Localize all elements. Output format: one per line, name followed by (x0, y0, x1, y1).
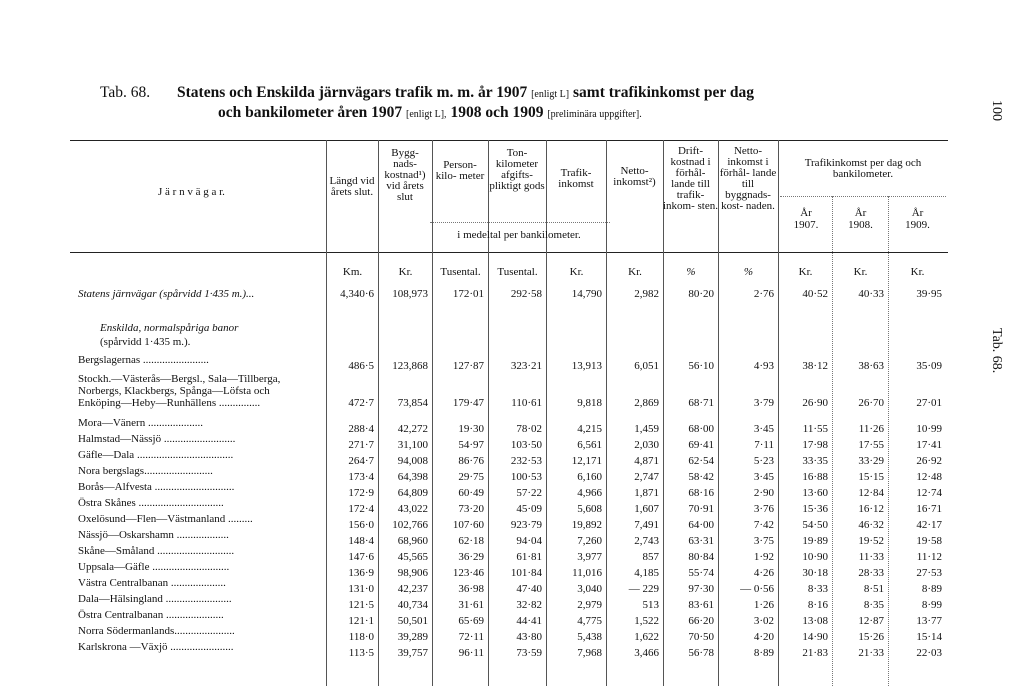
row-name (78, 577, 226, 589)
unit-label: Kr. (569, 266, 584, 278)
row-name-line: Dala—Hälsingland ........................ (78, 593, 232, 605)
header-person-km: Person- kilo- meter (435, 159, 485, 182)
row-value: 22·03 (916, 647, 942, 659)
row-value: 16·88 (802, 471, 828, 483)
state-value: 172·01 (452, 288, 484, 300)
title-part-2b: 1908 och 1909 (450, 104, 544, 121)
row-value: 64·00 (688, 519, 714, 531)
row-value: 10·90 (802, 551, 828, 563)
row-value: 45·09 (516, 503, 542, 515)
row-value: 43·80 (516, 631, 542, 643)
title-part-2: och bankilometer åren 1907 (218, 104, 403, 121)
row-name (78, 609, 224, 621)
row-value: 127·87 (452, 360, 484, 372)
row-value: 13·60 (802, 487, 828, 499)
row-name-line: Enköping—Heby—Runhällens ............... (78, 397, 261, 409)
row-name-line: Karlskrona —Växjö ....................... (78, 641, 234, 653)
row-value: 7,491 (634, 519, 659, 531)
row-value: 64,809 (397, 487, 428, 499)
row-value: 73·20 (458, 503, 484, 515)
state-row-name (78, 288, 254, 300)
row-value: 3·76 (753, 503, 774, 515)
title-line-2 (218, 104, 642, 122)
row-value: 78·02 (516, 423, 542, 435)
row-value: 1,622 (634, 631, 659, 643)
row-value: 101·84 (510, 567, 542, 579)
row-value: 7·11 (754, 439, 774, 451)
row-value: 13·77 (916, 615, 942, 627)
year-1908: 1908. (848, 219, 873, 231)
title-line-1 (177, 84, 754, 102)
row-value: 35·09 (916, 360, 942, 372)
header-net-ratio: Netto- inkomst i förhål- lande till byggnads- kost- naden. (719, 145, 777, 212)
row-name-line: Gäfle—Dala ................................... (78, 449, 234, 461)
row-value: 472·7 (348, 397, 374, 409)
row-value: 33·29 (858, 455, 884, 467)
row-value: 8·35 (863, 599, 884, 611)
row-value: 3·79 (753, 397, 774, 409)
row-value: 3·75 (753, 535, 774, 547)
row-value: 61·81 (516, 551, 542, 563)
row-value: 11·12 (916, 551, 942, 563)
unit-label: Tusental. (440, 266, 481, 278)
row-value: 7·42 (753, 519, 774, 531)
header-building-cost: Bygg- nads- kostnad¹) vid årets slut (384, 147, 426, 203)
year-label-1909: År (911, 207, 924, 219)
row-value: 86·76 (458, 455, 484, 467)
row-name (78, 497, 224, 509)
row-value: 42,237 (397, 583, 428, 595)
row-value: 13,913 (571, 360, 602, 372)
row-value: 4·20 (753, 631, 774, 643)
row-value: 121·1 (348, 615, 374, 627)
year-label-1908: År (854, 207, 867, 219)
row-value: 11·33 (858, 551, 884, 563)
row-name-line: Stockh.—Västerås—Bergsl., Sala—Tillberga, (78, 373, 281, 385)
state-value: 2,982 (634, 288, 659, 300)
row-value: 513 (642, 599, 659, 611)
row-name-line: Nora bergslags......................... (78, 465, 213, 477)
section-subheading: (spårvidd 1·435 m.). (100, 336, 191, 348)
row-value: 4,775 (577, 615, 602, 627)
state-value: 14,790 (571, 288, 602, 300)
row-value: 16·71 (916, 503, 942, 515)
row-value: 232·53 (510, 455, 542, 467)
row-value: 70·50 (688, 631, 714, 643)
header-railways: J ä r n v ä g a r. (158, 186, 225, 198)
row-value: 3,040 (577, 583, 602, 595)
row-value: 42·17 (916, 519, 942, 531)
unit-label: Kr. (853, 266, 868, 278)
years-rule (780, 196, 946, 197)
row-value: 3·02 (753, 615, 774, 627)
row-value: 31,100 (397, 439, 428, 451)
row-value: 2,747 (634, 471, 659, 483)
row-name (78, 417, 203, 429)
row-value: 47·40 (516, 583, 542, 595)
row-value: 6,160 (577, 471, 602, 483)
row-value: 50,501 (397, 615, 428, 627)
row-value: 80·84 (688, 551, 714, 563)
row-value: 70·91 (688, 503, 714, 515)
state-row-label: Statens järnvägar (spårvidd 1·435 m.)... (78, 288, 255, 300)
row-value: 12·87 (858, 615, 884, 627)
row-value: 1,871 (634, 487, 659, 499)
row-value: 40,734 (397, 599, 428, 611)
row-value: 19·89 (802, 535, 828, 547)
row-value: 38·63 (858, 360, 884, 372)
row-value: 68·00 (688, 423, 714, 435)
row-value: 8·99 (921, 599, 942, 611)
row-value: 15·26 (858, 631, 884, 643)
row-name-line: Västra Centralbanan .................... (78, 577, 226, 589)
row-name (78, 433, 235, 445)
row-value: 3·45 (753, 423, 774, 435)
row-value: 28·33 (858, 567, 884, 579)
row-value: 12·84 (858, 487, 884, 499)
year-label-1907: År (800, 207, 812, 219)
unit-label: Km. (342, 266, 363, 278)
row-value: 12·74 (916, 487, 942, 499)
unit-label: Kr. (910, 266, 925, 278)
row-value: 15·36 (802, 503, 828, 515)
row-name (78, 481, 234, 493)
header-ton-km: Ton- kilometer afgifts- pliktigt gods (489, 147, 545, 192)
avg-rule (430, 222, 610, 223)
row-value: 42,272 (397, 423, 428, 435)
unit-label: Tusental. (497, 266, 538, 278)
row-value: 33·35 (802, 455, 828, 467)
row-value: 118·0 (348, 631, 374, 643)
row-name-line: Nässjö—Oskarshamn ................... (78, 529, 229, 541)
row-value: 44·41 (516, 615, 542, 627)
row-value: 21·33 (858, 647, 884, 659)
table-top-rule (70, 140, 948, 141)
row-value: 8·51 (863, 583, 884, 595)
row-value: 17·41 (916, 439, 942, 451)
header-avg-note: i medeltal per bankilometer. (457, 229, 581, 241)
row-name (78, 561, 229, 573)
row-name (78, 641, 234, 653)
col-sep (778, 140, 779, 686)
row-value: 5,608 (577, 503, 602, 515)
row-value: 97·30 (688, 583, 714, 595)
unit-label: Kr. (798, 266, 813, 278)
row-name-line: Borås—Alfvesta ............................. (78, 481, 235, 493)
row-value: 94,008 (397, 455, 428, 467)
row-value: 172·9 (348, 487, 374, 499)
row-value: 1,522 (634, 615, 659, 627)
table-number: Tab. 68. (100, 84, 151, 101)
row-value: 15·15 (858, 471, 884, 483)
row-value: 4,871 (634, 455, 659, 467)
header-traffic-income: Trafik- inkomst (558, 167, 594, 190)
row-value: 4,215 (577, 423, 602, 435)
row-value: 131·0 (348, 583, 374, 595)
state-value: 292·58 (510, 288, 542, 300)
col-sep (378, 140, 379, 686)
row-value: 3,977 (577, 551, 602, 563)
row-name (78, 354, 209, 366)
row-value: 4,185 (634, 567, 659, 579)
unit-label: Kr. (628, 266, 642, 278)
unit-label: % (686, 266, 696, 278)
row-value: 96·11 (458, 647, 484, 659)
row-value: 4·26 (753, 567, 774, 579)
row-value: 1,607 (634, 503, 659, 515)
row-name-line: Östra Skånes ............................... (78, 497, 224, 509)
row-value: 147·6 (348, 551, 374, 563)
row-value: 172·4 (348, 503, 374, 515)
state-value: 40·33 (858, 288, 884, 300)
row-value: 10·99 (916, 423, 942, 435)
header-op-cost: Drift- kostnad i förhål- lande till trafik- inkom- sten. (663, 145, 718, 212)
row-name-line: Halmstad—Nässjö .......................... (78, 433, 236, 445)
row-value: 60·49 (458, 487, 484, 499)
row-value: 66·20 (688, 615, 714, 627)
state-value: 108,973 (392, 288, 428, 300)
row-value: 12,171 (571, 455, 602, 467)
unit-label: Kr. (398, 266, 413, 278)
row-value: 100·53 (510, 471, 542, 483)
row-value: 6,561 (577, 439, 602, 451)
title-note-3: [preliminära uppgifter]. (547, 109, 642, 120)
row-name-line: Norbergs, Klackbergs, Spånga—Löfsta och (78, 385, 270, 397)
section-heading: Enskilda, normalspåriga banor (100, 322, 239, 334)
row-value: 31·61 (458, 599, 484, 611)
year-1907: 1907. (793, 219, 819, 231)
state-value: 80·20 (688, 288, 714, 300)
row-name (78, 593, 232, 605)
unit-label: % (743, 266, 754, 278)
row-value: 46·32 (858, 519, 884, 531)
row-value: 8·16 (807, 599, 828, 611)
row-value: 27·01 (916, 397, 942, 409)
row-value: 123·46 (452, 567, 484, 579)
row-value: 39,757 (397, 647, 428, 659)
row-value: 2,743 (634, 535, 659, 547)
row-name-line: Östra Centralbanan ..................... (78, 609, 224, 621)
row-value: 9,818 (577, 397, 602, 409)
row-name-line: Oxelösund—Flen—Västmanland ......... (78, 513, 253, 525)
row-value: 102,766 (392, 519, 428, 531)
row-value: 64,398 (397, 471, 428, 483)
row-value: 5,438 (577, 631, 602, 643)
row-value: 29·75 (458, 471, 484, 483)
row-value: 65·69 (458, 615, 484, 627)
row-value: 56·10 (688, 360, 714, 372)
row-value: 17·55 (858, 439, 884, 451)
col-sep (718, 140, 719, 686)
row-value: 30·18 (802, 567, 828, 579)
title-note-1: [enligt L] (531, 89, 570, 100)
title-part-1b: samt trafikinkomst per dag (573, 84, 754, 101)
side-table-label: Tab. 68. (989, 328, 1004, 374)
row-value: 83·61 (688, 599, 714, 611)
row-value: 113·5 (348, 647, 374, 659)
col-sep (432, 140, 433, 686)
row-value: 73,854 (397, 397, 428, 409)
row-value: 2,030 (634, 439, 659, 451)
row-value: 8·89 (921, 583, 942, 595)
row-value: 43,022 (397, 503, 428, 515)
row-value: 39,289 (397, 631, 428, 643)
row-value: 1·26 (753, 599, 774, 611)
row-value: 57·22 (516, 487, 542, 499)
row-value: 98,906 (397, 567, 428, 579)
row-value: 123,868 (392, 360, 428, 372)
row-value: 156·0 (348, 519, 374, 531)
row-value: 13·08 (802, 615, 828, 627)
row-value: 486·5 (348, 360, 374, 372)
row-value: 11,016 (572, 567, 602, 579)
row-value: 2,869 (634, 397, 659, 409)
row-name (78, 373, 280, 409)
col-sep (488, 140, 489, 686)
header-daily-income: Trafikinkomst per dag och bankilometer. (804, 157, 922, 180)
row-value: 857 (642, 551, 659, 563)
row-value: 19·30 (458, 423, 484, 435)
row-value: 54·97 (458, 439, 484, 451)
row-value: 68·71 (688, 397, 714, 409)
row-value: 19·58 (916, 535, 942, 547)
title-note-2: [enligt L], (406, 109, 447, 120)
row-value: 4·93 (753, 360, 774, 372)
col-sep (606, 140, 607, 686)
row-name (78, 625, 235, 637)
row-value: 54·50 (802, 519, 828, 531)
row-name (78, 545, 234, 557)
row-value: 73·59 (516, 647, 542, 659)
row-value: 173·4 (348, 471, 374, 483)
row-value: 69·41 (688, 439, 714, 451)
row-value: 14·90 (802, 631, 828, 643)
row-value: 1·92 (753, 551, 774, 563)
row-name (78, 529, 229, 541)
row-value: 7,260 (577, 535, 602, 547)
row-value: 68·16 (688, 487, 714, 499)
row-value: 11·55 (802, 423, 828, 435)
row-value: 136·9 (348, 567, 374, 579)
row-value: 62·18 (458, 535, 484, 547)
row-value: 148·4 (348, 535, 374, 547)
row-value: — 229 (628, 583, 659, 595)
col-sep (663, 140, 664, 686)
row-value: 6,051 (634, 360, 659, 372)
row-value: 26·92 (916, 455, 942, 467)
row-value: 19·52 (858, 535, 884, 547)
row-name-line: Norra Södermanlands...................... (78, 625, 235, 637)
row-value: 264·7 (348, 455, 374, 467)
row-value: 38·12 (802, 360, 828, 372)
header-bottom-rule (70, 252, 948, 253)
title-part-1: Statens och Enskilda järnvägars trafik m. m. år 1907 (177, 84, 528, 101)
row-value: 63·31 (688, 535, 714, 547)
row-value: 19,892 (571, 519, 602, 531)
row-value: 27·53 (916, 567, 942, 579)
row-value: 17·98 (802, 439, 828, 451)
row-value: 56·78 (688, 647, 714, 659)
row-value: 271·7 (348, 439, 374, 451)
row-value: 11·26 (858, 423, 884, 435)
state-value: 40·52 (802, 288, 828, 300)
row-value: 4,966 (577, 487, 602, 499)
row-value: 103·50 (510, 439, 542, 451)
row-value: 55·74 (688, 567, 714, 579)
row-value: 21·83 (802, 647, 828, 659)
row-value: 3·45 (753, 471, 774, 483)
state-value: 39·95 (916, 288, 942, 300)
row-value: 8·33 (807, 583, 828, 595)
row-value: 15·14 (916, 631, 942, 643)
row-name-line: Skåne—Småland ............................ (78, 545, 235, 557)
col-sep (546, 140, 547, 686)
row-name-line: Bergslagernas ........................ (78, 354, 209, 366)
page-number: 100 (989, 100, 1004, 121)
row-value: 36·98 (458, 583, 484, 595)
row-value: 3,466 (634, 647, 659, 659)
row-value: 72·11 (458, 631, 484, 643)
header-net-income: Netto- inkomst²) (613, 165, 656, 188)
row-value: 36·29 (458, 551, 484, 563)
row-value: 107·60 (452, 519, 484, 531)
row-value: 58·42 (688, 471, 714, 483)
row-value: 110·61 (511, 397, 542, 409)
row-value: 45,565 (397, 551, 428, 563)
row-value: 2·90 (753, 487, 774, 499)
row-value: 26·70 (858, 397, 884, 409)
row-value: 7,968 (577, 647, 602, 659)
row-name-line: Mora—Vänern .................... (78, 417, 203, 429)
row-value: 16·12 (858, 503, 884, 515)
row-value: — 0·56 (740, 583, 774, 595)
row-value: 32·82 (516, 599, 542, 611)
row-value: 323·21 (510, 360, 542, 372)
row-value: 923·79 (510, 519, 542, 531)
state-value: 2·76 (753, 288, 774, 300)
row-value: 2,979 (577, 599, 602, 611)
row-value: 5·23 (753, 455, 774, 467)
row-name-line: Uppsala—Gäfle ............................ (78, 561, 230, 573)
row-value: 62·54 (688, 455, 714, 467)
row-value: 288·4 (348, 423, 374, 435)
row-value: 68,960 (397, 535, 428, 547)
row-name (78, 513, 253, 525)
row-value: 94·04 (516, 535, 542, 547)
row-value: 1,459 (634, 423, 659, 435)
header-length: Längd vid årets slut. (329, 175, 375, 198)
state-value: 4,340·6 (340, 288, 374, 300)
row-value: 121·5 (348, 599, 374, 611)
col-sep (326, 140, 327, 686)
row-value: 179·47 (452, 397, 484, 409)
row-value: 8·89 (753, 647, 774, 659)
year-1909: 1909. (905, 219, 930, 231)
row-value: 26·90 (802, 397, 828, 409)
row-name (78, 465, 213, 477)
row-value: 12·48 (916, 471, 942, 483)
row-name (78, 449, 233, 461)
